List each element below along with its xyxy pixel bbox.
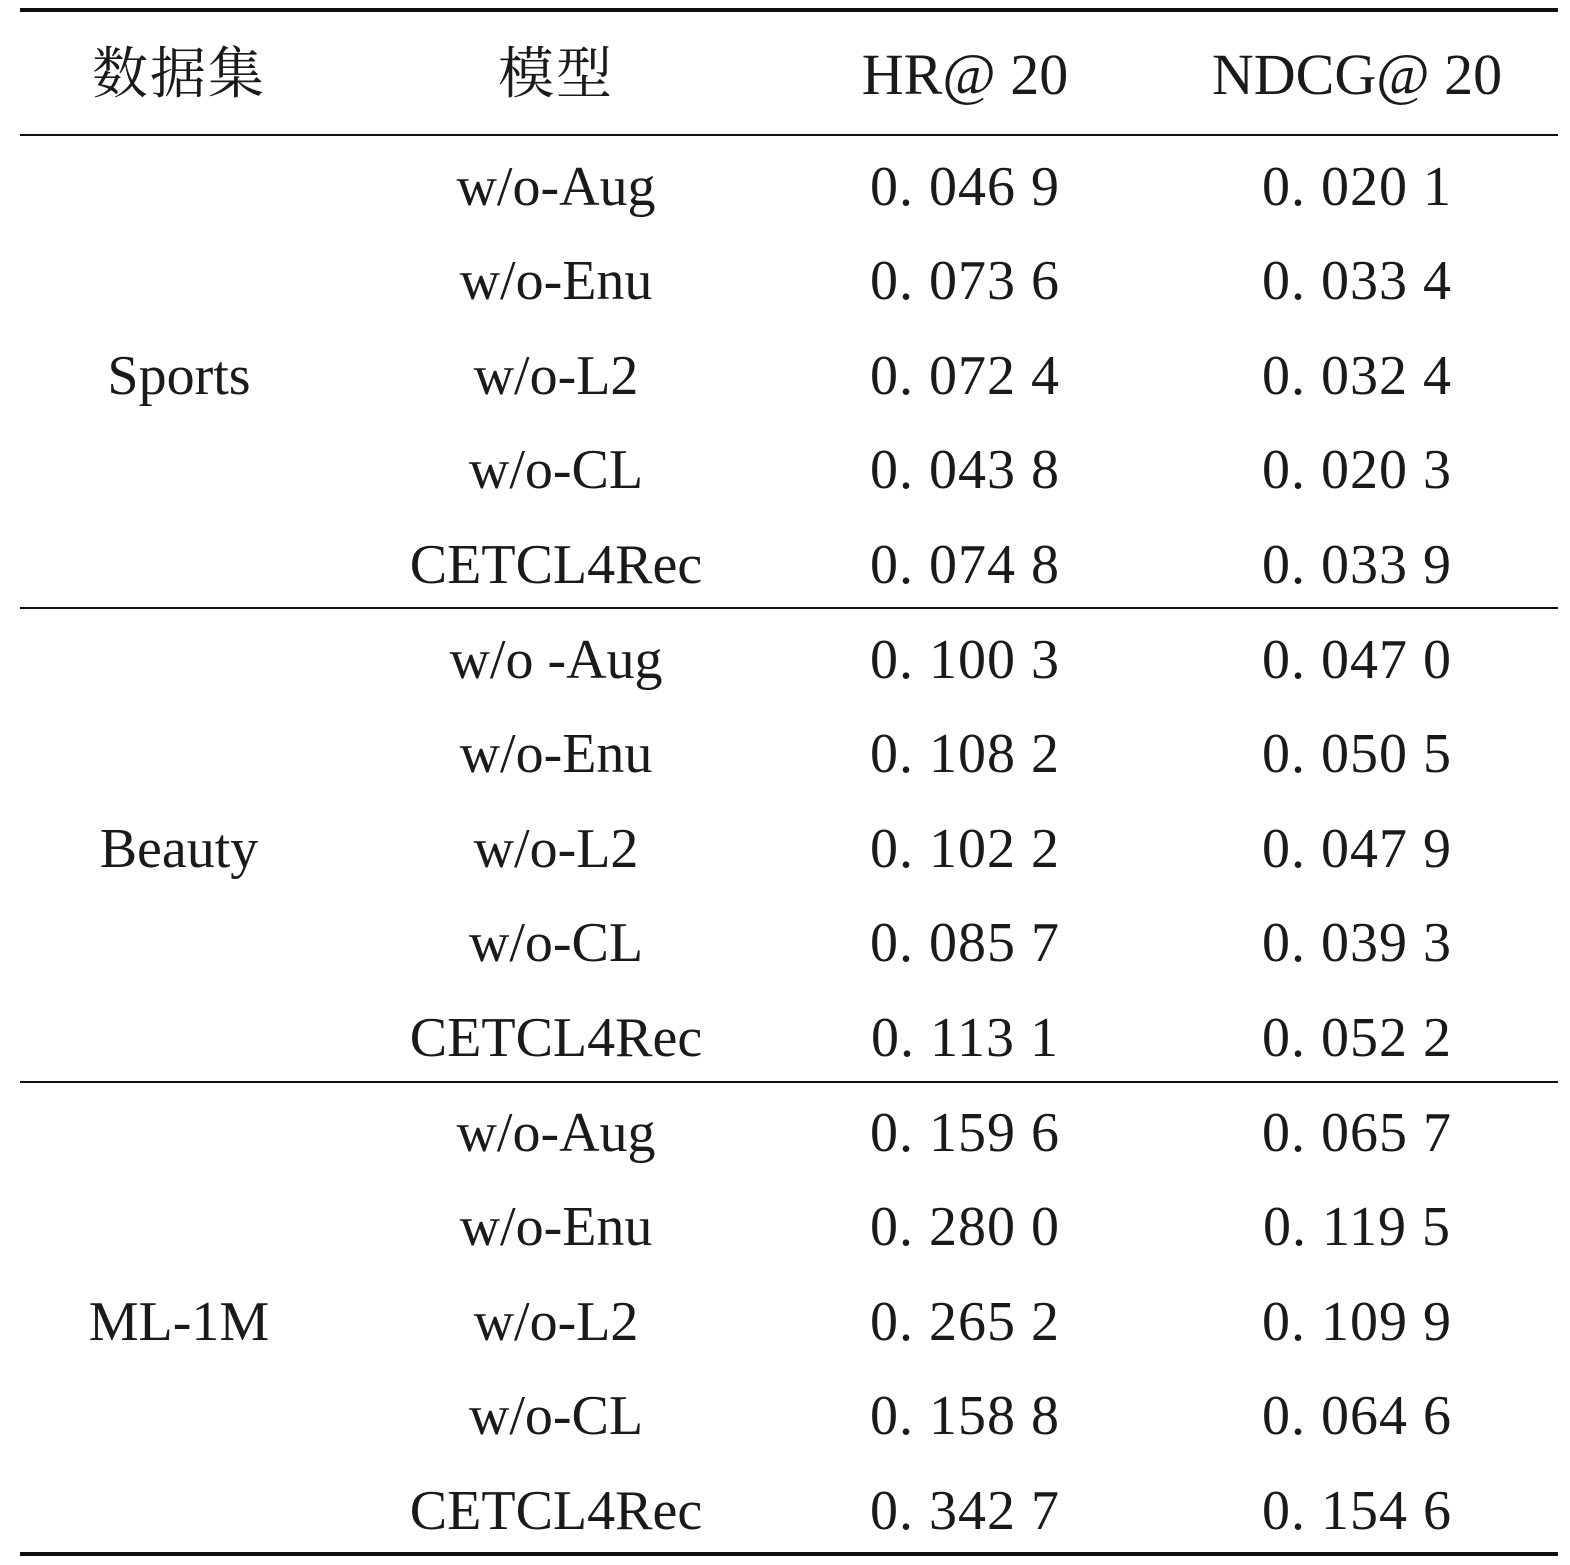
dataset-label: ML-1M	[88, 1291, 270, 1353]
hr20-cell: 0. 158 8	[870, 1385, 1060, 1447]
model-cell: w/o-L2	[473, 1291, 639, 1353]
hr20-cell: 0. 072 4	[870, 345, 1060, 407]
column-header-hr20: HR@ 20	[861, 42, 1069, 107]
model-cell: w/o-CL	[468, 439, 644, 501]
model-cell: w/o-Enu	[459, 1196, 653, 1258]
hr20-cell: 0. 280 0	[870, 1196, 1060, 1258]
ndcg20-cell: 0. 033 9	[1262, 534, 1452, 596]
hr20-cell: 0. 100 3	[870, 629, 1060, 691]
hr20-cell: 0. 159 6	[870, 1102, 1060, 1164]
top-rule	[20, 8, 1558, 12]
model-cell: w/o-L2	[473, 818, 639, 880]
bottom-rule	[20, 1552, 1558, 1556]
column-header-ndcg20: NDCG@ 20	[1211, 42, 1503, 107]
header-rule	[20, 134, 1558, 136]
hr20-cell: 0. 113 1	[871, 1007, 1059, 1069]
ndcg20-cell: 0. 065 7	[1262, 1102, 1452, 1164]
hr20-cell: 0. 073 6	[870, 250, 1060, 312]
hr20-cell: 0. 265 2	[870, 1291, 1060, 1353]
ndcg20-cell: 0. 047 9	[1262, 818, 1452, 880]
hr20-cell: 0. 102 2	[870, 818, 1060, 880]
ndcg20-cell: 0. 064 6	[1262, 1385, 1452, 1447]
ndcg20-cell: 0. 052 2	[1262, 1007, 1452, 1069]
ndcg20-cell: 0. 020 3	[1262, 439, 1452, 501]
hr20-cell: 0. 085 7	[870, 912, 1060, 974]
ndcg20-cell: 0. 032 4	[1262, 345, 1452, 407]
model-cell: CETCL4Rec	[409, 1480, 703, 1542]
dataset-label: Sports	[107, 345, 251, 407]
model-cell: w/o -Aug	[449, 629, 663, 691]
ndcg20-cell: 0. 154 6	[1262, 1480, 1452, 1542]
ndcg20-cell: 0. 050 5	[1262, 723, 1452, 785]
model-cell: CETCL4Rec	[409, 1007, 703, 1069]
hr20-cell: 0. 108 2	[870, 723, 1060, 785]
column-header-dataset: 数据集	[92, 42, 266, 107]
model-cell: w/o-CL	[468, 1385, 644, 1447]
hr20-cell: 0. 074 8	[870, 534, 1060, 596]
hr20-cell: 0. 342 7	[870, 1480, 1060, 1542]
dataset-label: Beauty	[99, 818, 259, 880]
hr20-cell: 0. 046 9	[870, 156, 1060, 218]
ndcg20-cell: 0. 039 3	[1262, 912, 1452, 974]
column-header-model: 模型	[498, 42, 614, 107]
model-cell: w/o-Enu	[459, 250, 653, 312]
model-cell: w/o-L2	[473, 345, 639, 407]
model-cell: w/o-Aug	[456, 156, 656, 218]
ndcg20-cell: 0. 047 0	[1262, 629, 1452, 691]
ndcg20-cell: 0. 020 1	[1262, 156, 1452, 218]
hr20-cell: 0. 043 8	[870, 439, 1060, 501]
group-divider-rule	[20, 1081, 1558, 1083]
model-cell: w/o-Enu	[459, 723, 653, 785]
group-divider-rule	[20, 607, 1558, 609]
ndcg20-cell: 0. 033 4	[1262, 250, 1452, 312]
model-cell: w/o-Aug	[456, 1102, 656, 1164]
ndcg20-cell: 0. 119 5	[1263, 1196, 1451, 1258]
ndcg20-cell: 0. 109 9	[1262, 1291, 1452, 1353]
model-cell: w/o-CL	[468, 912, 644, 974]
model-cell: CETCL4Rec	[409, 534, 703, 596]
